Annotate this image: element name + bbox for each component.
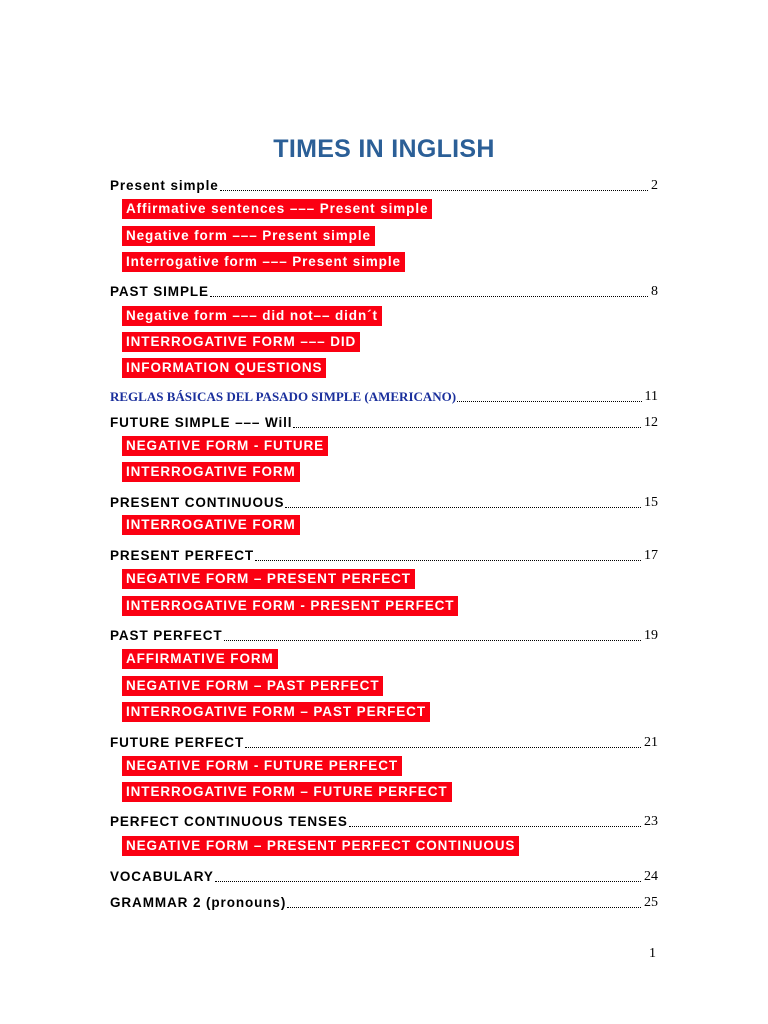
toc-entry-page: 23 bbox=[644, 814, 658, 829]
toc-subentry-negative-future-perfect[interactable]: NEGATIVE FORM - FUTURE PERFECT bbox=[122, 756, 402, 776]
toc-entry-present-continuous[interactable] bbox=[110, 489, 658, 511]
toc-entry-page: 24 bbox=[644, 869, 658, 884]
toc-subentry-interrogative-present-simple[interactable]: Interrogative form ––– Present simple bbox=[122, 252, 405, 272]
toc-entry-page: 2 bbox=[651, 178, 658, 193]
toc-entry-page: 19 bbox=[644, 628, 658, 643]
toc-entry-vocabulary[interactable] bbox=[110, 863, 658, 885]
toc-subentry-interrogative-present-perfect[interactable]: INTERROGATIVE FORM - PRESENT PERFECT bbox=[122, 596, 458, 616]
toc-entry-label: PERFECT CONTINUOUS TENSES bbox=[110, 814, 348, 829]
toc-entry-label: FUTURE PERFECT bbox=[110, 735, 245, 750]
toc-entry-page: 11 bbox=[644, 389, 658, 404]
toc-entry-page: 15 bbox=[644, 495, 658, 510]
toc-entry-present-perfect[interactable] bbox=[110, 542, 658, 564]
dot-leader bbox=[457, 401, 641, 402]
toc-subentry-negative-past-simple[interactable]: Negative form ––– did not–– didn´t bbox=[122, 306, 382, 326]
toc-subentry-affirmative-present-simple[interactable]: Affirmative sentences ––– Present simple bbox=[122, 199, 432, 219]
toc-entry-past-simple[interactable] bbox=[110, 278, 658, 300]
dot-leader bbox=[245, 747, 641, 748]
toc-entry-page: 17 bbox=[644, 548, 658, 563]
toc-entry-label: VOCABULARY bbox=[110, 869, 214, 884]
toc-entry-label: PRESENT PERFECT bbox=[110, 548, 255, 563]
dot-leader bbox=[287, 907, 641, 908]
toc-subentry-interrogative-did[interactable]: INTERROGATIVE FORM ––– DID bbox=[122, 332, 360, 352]
dot-leader bbox=[210, 296, 648, 297]
dot-leader bbox=[349, 826, 641, 827]
dot-leader bbox=[255, 560, 641, 561]
dot-leader bbox=[224, 640, 641, 641]
toc-subentry-negative-future[interactable]: NEGATIVE FORM - FUTURE bbox=[122, 436, 328, 456]
toc-subentry-negative-present-perfect[interactable]: NEGATIVE FORM – PRESENT PERFECT bbox=[122, 569, 415, 589]
toc-subentry-negative-present-simple[interactable]: Negative form ––– Present simple bbox=[122, 226, 375, 246]
dot-leader bbox=[285, 507, 641, 508]
dot-leader bbox=[215, 881, 641, 882]
toc-subentry-interrogative-present-continuous[interactable]: INTERROGATIVE FORM bbox=[122, 515, 300, 535]
toc-entry-label: Present simple bbox=[110, 178, 219, 193]
toc-subentry-interrogative-past-perfect[interactable]: INTERROGATIVE FORM – PAST PERFECT bbox=[122, 702, 430, 722]
dot-leader bbox=[293, 427, 641, 428]
toc-subentry-interrogative-future[interactable]: INTERROGATIVE FORM bbox=[122, 462, 300, 482]
toc-entry-perfect-continuous-tenses[interactable] bbox=[110, 808, 658, 830]
toc-entry-reglas-basicas[interactable] bbox=[110, 383, 658, 405]
toc-entry-page: 25 bbox=[644, 895, 658, 910]
page-number: 1 bbox=[649, 946, 656, 961]
toc-entry-page: 8 bbox=[651, 284, 658, 299]
toc-entry-present-simple[interactable] bbox=[110, 172, 658, 194]
toc-entry-page: 12 bbox=[644, 415, 658, 430]
dot-leader bbox=[220, 190, 648, 191]
toc-entry-past-perfect[interactable] bbox=[110, 622, 658, 644]
toc-entry-label: GRAMMAR 2 (pronouns) bbox=[110, 895, 287, 910]
toc-entry-future-simple[interactable] bbox=[110, 409, 658, 431]
toc-subentry-negative-past-perfect[interactable]: NEGATIVE FORM – PAST PERFECT bbox=[122, 676, 383, 696]
toc-entry-label: PAST SIMPLE bbox=[110, 284, 209, 299]
toc-subentry-information-questions[interactable]: INFORMATION QUESTIONS bbox=[122, 358, 326, 378]
toc-entry-label: PRESENT CONTINUOUS bbox=[110, 495, 285, 510]
toc-subentry-affirmative-past-perfect[interactable]: AFFIRMATIVE FORM bbox=[122, 649, 278, 669]
toc-entry-label: FUTURE SIMPLE ––– Will bbox=[110, 415, 293, 430]
toc-entry-page: 21 bbox=[644, 735, 658, 750]
toc-subentry-negative-present-perfect-continuous[interactable]: NEGATIVE FORM – PRESENT PERFECT CONTINUOUS bbox=[122, 836, 519, 856]
toc-subentry-interrogative-future-perfect[interactable]: INTERROGATIVE FORM – FUTURE PERFECT bbox=[122, 782, 452, 802]
toc-entry-grammar-2[interactable] bbox=[110, 889, 658, 911]
toc-entry-label: REGLAS BÁSICAS DEL PASADO SIMPLE (AMERICANO) bbox=[110, 389, 457, 404]
document-title: TIMES IN INGLISH bbox=[273, 135, 495, 163]
toc-entry-future-perfect[interactable] bbox=[110, 729, 658, 751]
toc-entry-label: PAST PERFECT bbox=[110, 628, 223, 643]
